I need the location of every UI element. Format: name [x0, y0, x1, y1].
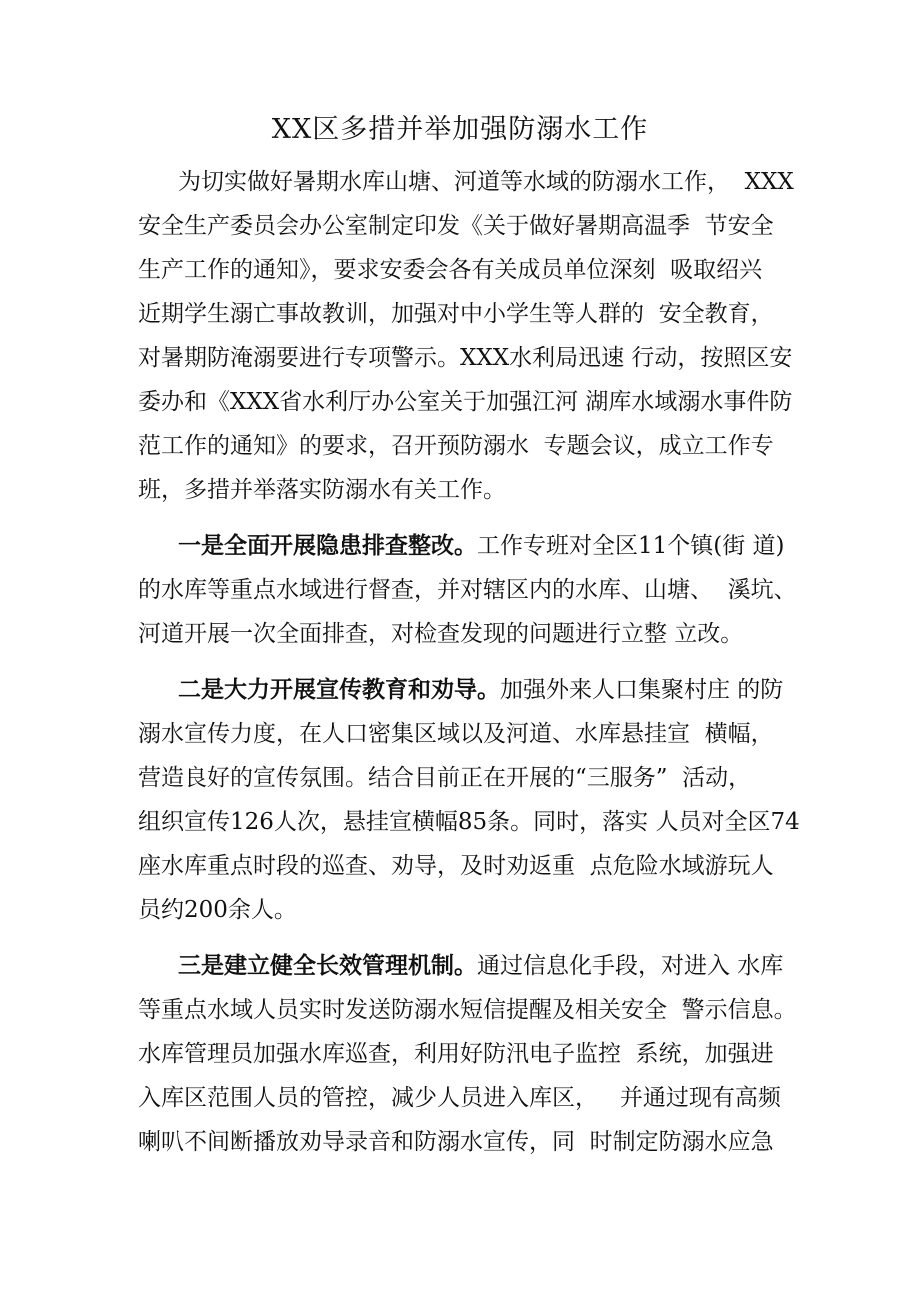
paragraph-2-lead: 一是全面开展隐患排查整改。	[178, 532, 477, 559]
paragraph-4-line: 喇叭不间断播放劝导录音和防溺水宣传，同 时制定防溺水应急	[138, 1129, 774, 1155]
paragraph-3-line: 溺水宣传力度，在人口密集区域以及河道、水库悬挂宣 横幅，	[138, 721, 774, 747]
paragraph-1-line: 对暑期防淹溺要进行专项警示。XXX水利局迅速 行动，按照区安	[138, 345, 793, 371]
paragraph-2-text: 工作专班对全区11个镇(街 道)	[477, 533, 785, 559]
paragraph-2-first-line	[178, 524, 785, 568]
paragraph-3-line: 组织宣传126人次，悬挂宣横幅85条。同时，落实 人员对全区74	[138, 809, 800, 835]
paragraph-2-line: 河道开展一次全面排查，对检查发现的问题进行立整 立改。	[138, 621, 744, 647]
paragraph-1-line: 安全生产委员会办公室制定印发《关于做好暑期高温季 节安全	[138, 213, 774, 239]
paragraph-1-line: 为切实做好暑期水库山塘、河道等水域的防溺水工作， XXX	[178, 169, 794, 195]
paragraph-3-text: 加强外来人口集聚村庄 的防	[500, 677, 784, 703]
paragraph-4-line: 入库区范围人员的管控，减少人员进入库区， 并通过现有高频	[138, 1085, 781, 1111]
paragraph-1-line: 委办和《XXX省水利厅办公室关于加强江河 湖库水域溺水事件防	[138, 389, 793, 415]
paragraph-4-lead: 三是建立健全长效管理机制。	[178, 952, 477, 979]
paragraph-3-line: 座水库重点时段的巡查、劝导，及时劝返重 点危险水域游玩人	[138, 853, 774, 879]
paragraph-1-line: 范工作的通知》的要求，召开预防溺水 专题会议，成立工作专	[138, 433, 774, 459]
paragraph-1-line: 班，多措并举落实防溺水有关工作。	[138, 477, 506, 503]
paragraph-1-line: 生产工作的通知》，要求安委会各有关成员单位深刻 吸取绍兴	[138, 257, 763, 283]
paragraph-3-lead: 二是大力开展宣传教育和劝导。	[178, 676, 500, 703]
paragraph-4-line: 等重点水域人员实时发送防溺水短信提醒及相关安全 警示信息。	[138, 997, 797, 1023]
paragraph-3-line: 员约200余人。	[138, 897, 297, 923]
paragraph-3-line: 营造良好的宣传氛围。结合目前正在开展的“三服务” 活动，	[138, 765, 752, 791]
paragraph-3-first-line	[178, 668, 783, 712]
paragraph-4-text: 通过信息化手段，对进入 水库	[477, 953, 784, 979]
document-title: XX区多措并举加强防溺水工作	[271, 114, 649, 145]
paragraph-2-line: 的水库等重点水域进行督查，并对辖区内的水库、山塘、 溪坑、	[138, 577, 797, 603]
paragraph-4-first-line	[178, 944, 783, 988]
paragraph-4-line: 水库管理员加强水库巡查，利用好防汛电子监控 系统，加强进	[138, 1041, 774, 1067]
paragraph-1-line: 近期学生溺亡事故教训，加强对中小学生等人群的 安全教育，	[138, 301, 774, 327]
